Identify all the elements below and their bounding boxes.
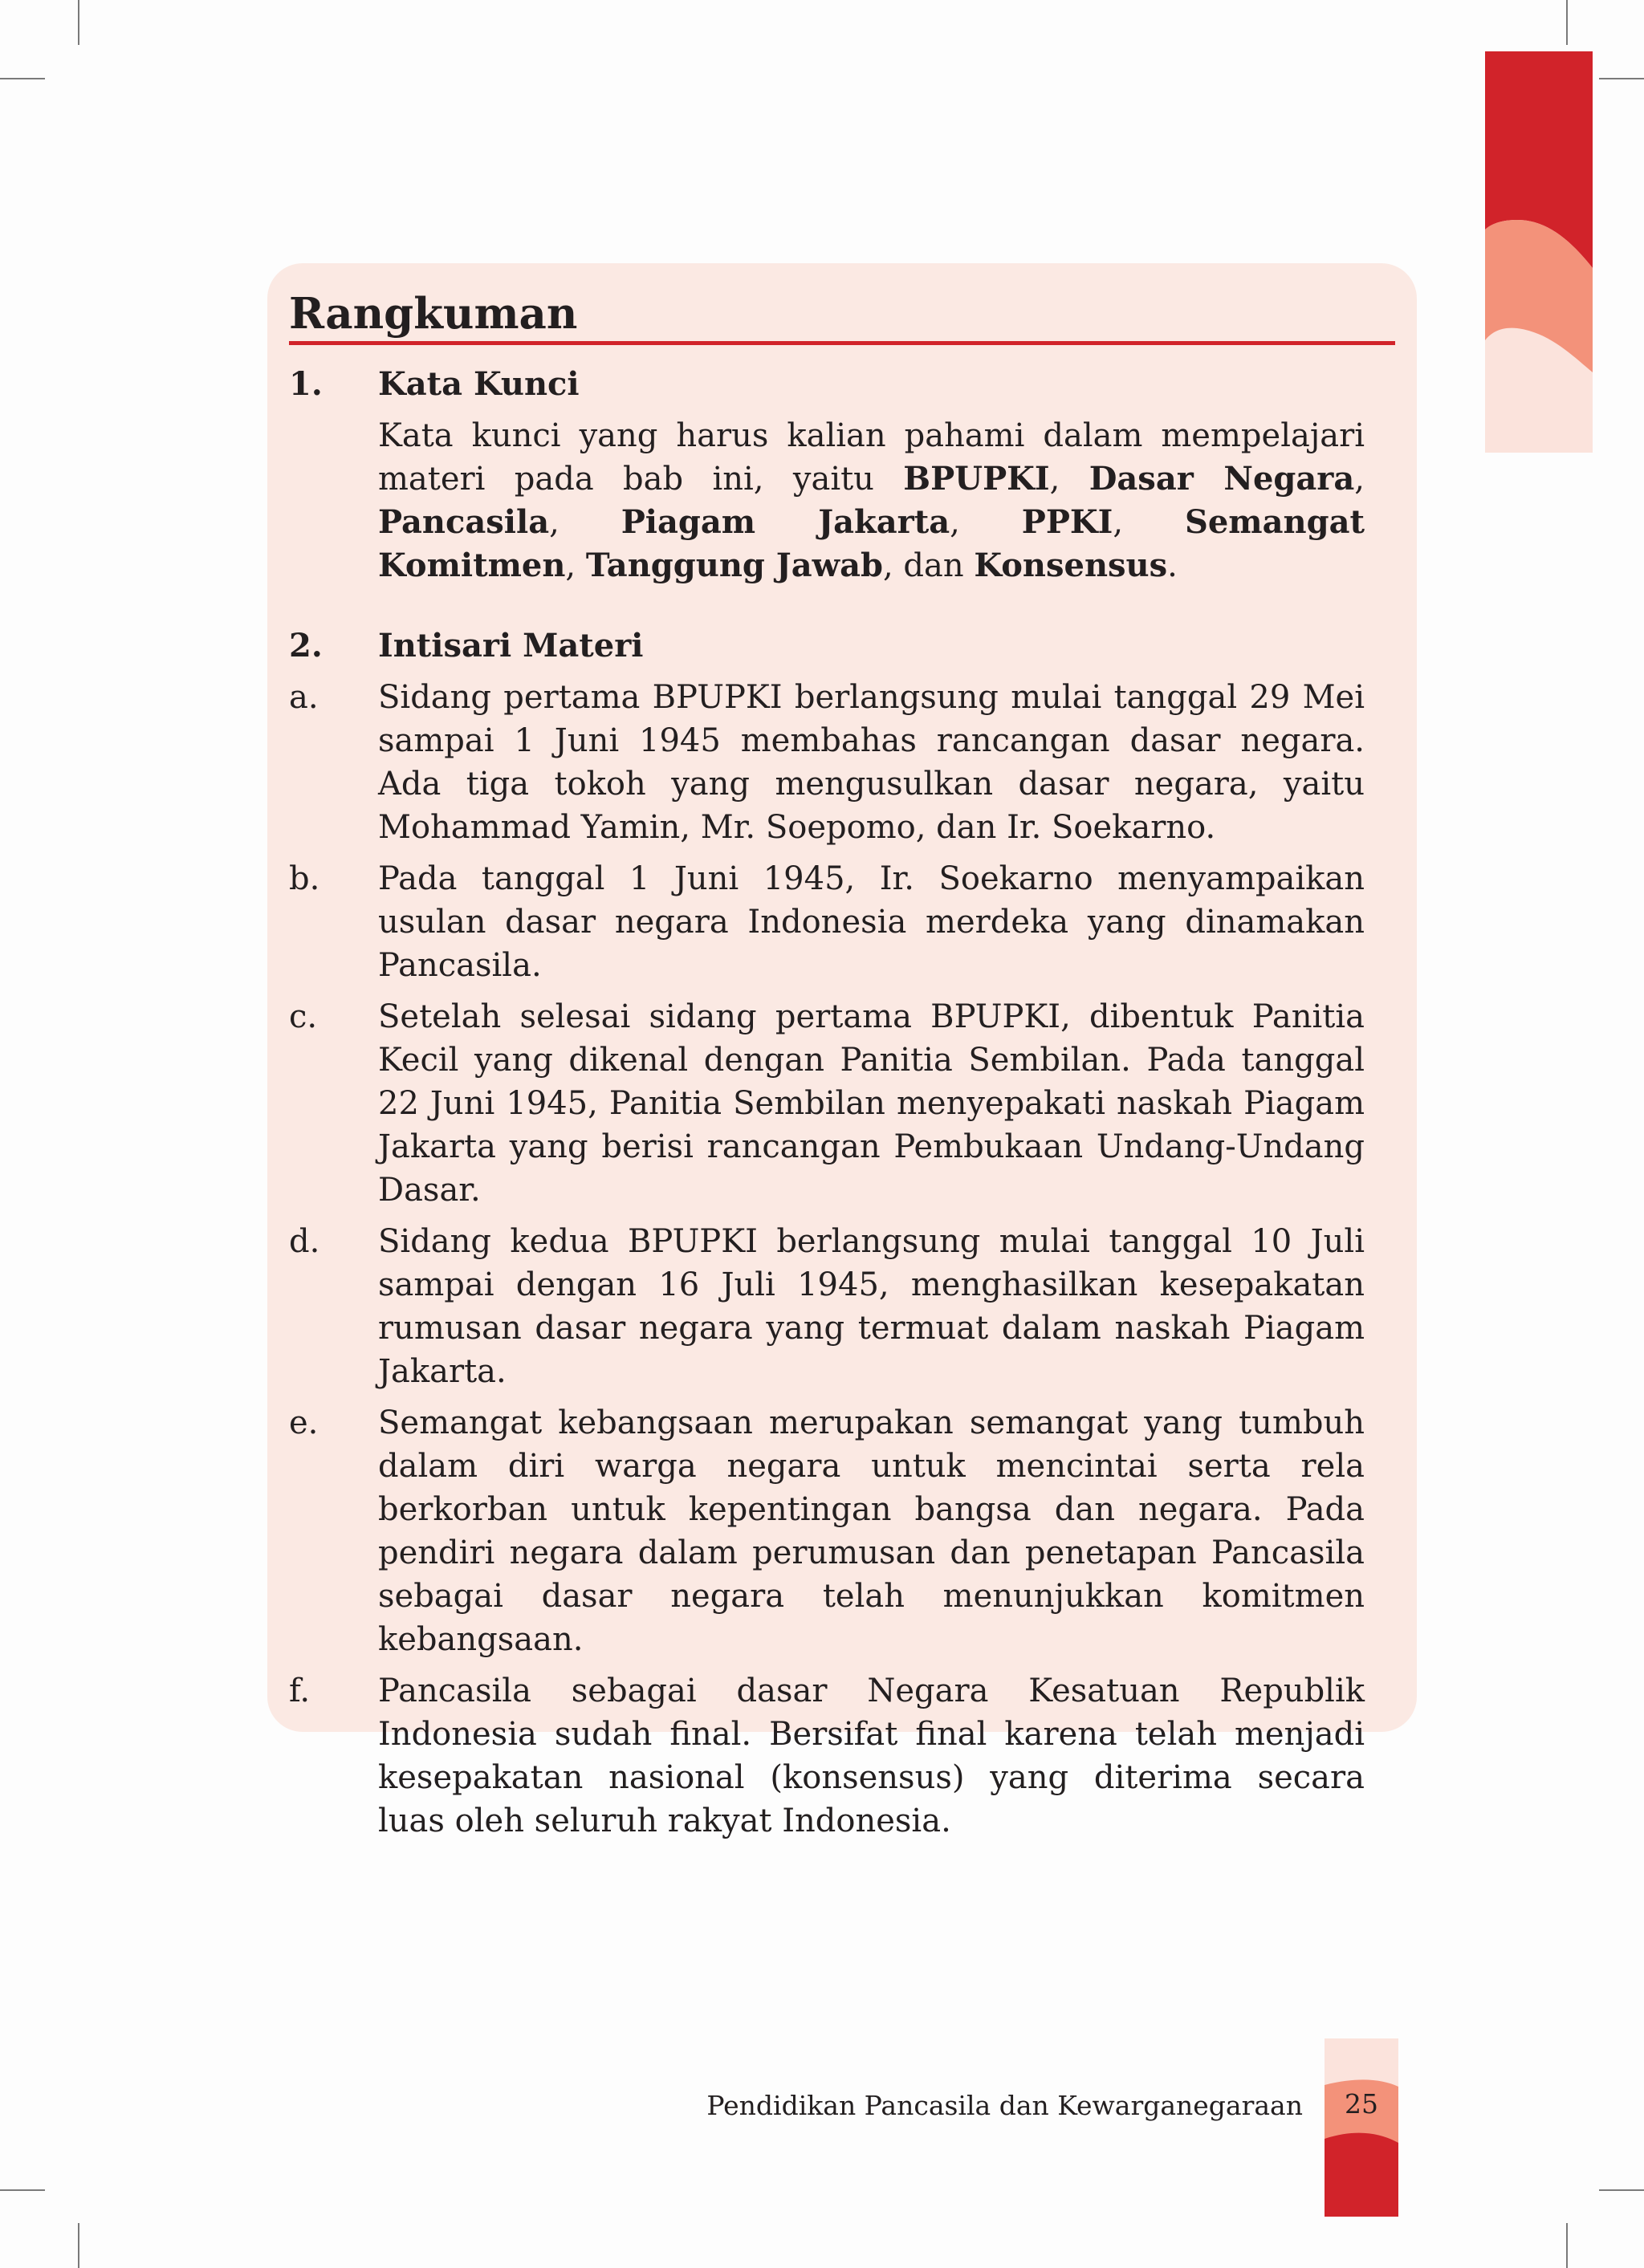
list-item (289, 857, 1365, 987)
keyword: Dasar Negara (1089, 460, 1355, 498)
separator: , (1354, 461, 1365, 498)
list-item-letter: f. (289, 1673, 311, 1709)
section-keywords (289, 363, 1365, 406)
list-item-text: Sidang pertama BPUPKI berlangsung mulai tanggal 29 Mei sampai 1 Juni 1945 membahas rancangan dasar negara. Ada tiga tokoh yang mengusulkan dasar negara, yaitu Mohammad Yamin, Mr. Soepomo, dan Ir. Soekarno. (378, 679, 1365, 846)
section-title: Kata Kunci (378, 365, 580, 403)
list-item-text: Pada tanggal 1 Juni 1945, Ir. Soekarno menyampaikan usulan dasar negara Indonesia merdeka yang dinamakan Pancasila. (378, 860, 1365, 984)
list-item-text: Setelah selesai sidang pertama BPUPKI, dibentuk Panitia Kecil yang dikenal dengan Panitia Sembilan. Pada tanggal 22 Juni 1945, Panitia Sembilan menyepakati naskah Piagam Jakarta yang berisi rancangan Pembukaan Undang-Undang Dasar. (378, 998, 1365, 1209)
keyword: BPUPKI (903, 460, 1050, 498)
list-item-text: Pancasila sebagai dasar Negara Kesatuan Republik Indonesia sudah final. Bersifat final karena telah menjadi kesepakatan nasional (konsensus) yang diterima secara luas oleh seluruh rakyat Indonesia. (378, 1673, 1365, 1839)
page-number: 25 (1345, 2088, 1378, 2120)
list-item-letter: c. (289, 998, 318, 1035)
list-item-text: Sidang kedua BPUPKI berlangsung mulai tanggal 10 Juli sampai dengan 16 Juli 1945, menghasilkan kesepakatan rumusan dasar negara yang termuat dalam naskah Piagam Jakarta. (378, 1223, 1365, 1390)
separator: , (1113, 504, 1185, 541)
crop-mark (78, 0, 79, 45)
list-item (289, 995, 1365, 1212)
section-essence (289, 624, 1365, 668)
list-item (289, 1220, 1365, 1393)
crop-mark (1599, 78, 1644, 79)
separator: , (549, 504, 621, 541)
separator: , (1049, 461, 1089, 498)
list-item-letter: a. (289, 679, 319, 716)
separator: , (565, 547, 586, 584)
section-number: 2. (289, 627, 323, 665)
summary-heading: Rangkuman (289, 289, 578, 339)
list-item (289, 1669, 1365, 1843)
list-item-letter: b. (289, 860, 320, 897)
section-title: Intisari Materi (378, 627, 644, 665)
list-item-letter: e. (289, 1404, 319, 1441)
crop-mark (0, 78, 45, 79)
keywords-intro: Kata kunci yang harus kalian pahami dalam mempelajari materi pada bab ini, yaitu (378, 417, 1365, 498)
keyword: Konsensus (974, 547, 1168, 584)
list-item (289, 1401, 1365, 1661)
keywords-paragraph (378, 414, 1365, 587)
crop-mark (1566, 2223, 1568, 2268)
list-item-text: Semangat kebangsaan merupakan semangat yang tumbuh dalam diri warga negara untuk mencintai serta rela berkorban untuk kepentingan bangsa dan negara. Pada pendiri negara dalam perumusan dan penetapan Pancasila sebagai dasar negara telah menunjukkan komitmen kebangsaan. (378, 1404, 1365, 1658)
crop-mark (1566, 0, 1568, 45)
keyword: PPKI (1021, 503, 1113, 541)
section-number: 1. (289, 365, 323, 403)
keyword: Pancasila (378, 503, 550, 541)
chapter-tab-decoration (1485, 51, 1593, 453)
heading-underline (289, 341, 1395, 345)
crop-mark (1599, 2189, 1644, 2191)
separator: , dan (882, 547, 975, 584)
separator: , (950, 504, 1022, 541)
summary-content (289, 363, 1365, 1843)
keyword: Tanggung Jawab (585, 547, 883, 584)
crop-mark (78, 2223, 79, 2268)
footer-book-title: Pendidikan Pancasila dan Kewarganegaraan (706, 2090, 1303, 2121)
list-item (289, 676, 1365, 849)
keyword: Semangat Komitmen (378, 503, 1365, 584)
period: . (1167, 547, 1178, 584)
list-item-letter: d. (289, 1223, 320, 1260)
page-number-tab (1325, 2038, 1398, 2217)
keyword: Piagam Jakarta (621, 503, 950, 541)
crop-mark (0, 2189, 45, 2191)
